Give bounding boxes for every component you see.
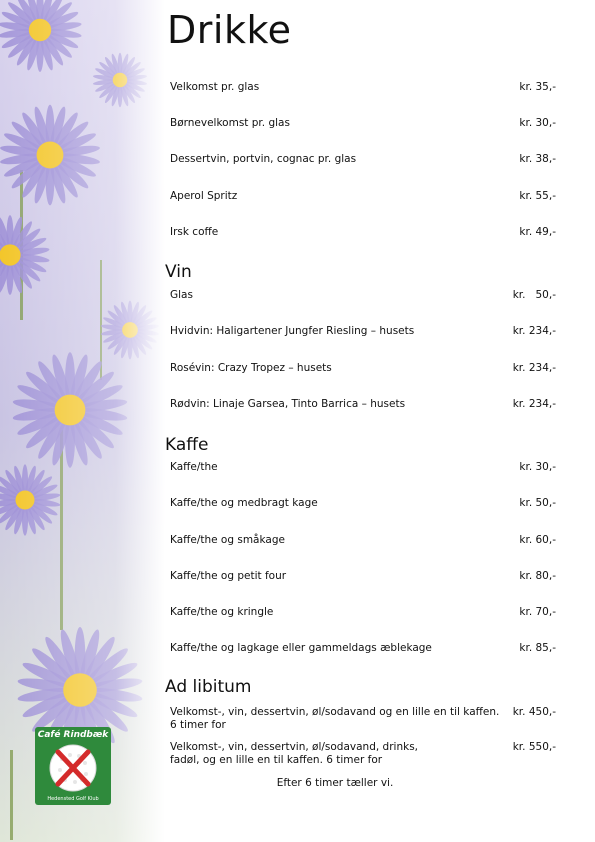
item-price: kr. 550,- [512,741,556,753]
cafe-logo [35,727,111,805]
item-name: Kaffe/the og petit four [170,570,287,582]
item-price: kr. 450,- [512,706,556,718]
logo-subtitle: Hedensted Golf Klub [47,796,99,802]
item-name: Glas [170,289,193,301]
item-price: kr. 234,- [512,325,556,337]
menu-item [170,706,556,732]
item-name: Kaffe/the og småkage [170,534,285,546]
section-title-kaffe: Kaffe [165,435,209,455]
item-name: Kaffe/the og kringle [170,606,274,618]
item-line: 6 timer for [170,719,226,731]
item-price: kr. 234,- [512,362,556,374]
golf-ball-icon [48,743,98,793]
item-price: kr. 35,- [519,81,556,93]
item-name: Kaffe/the og medbragt kage [170,497,318,509]
item-name: Irsk coffe [170,226,219,238]
item-price: kr. 234,- [512,398,556,410]
item-price: kr. 30,- [519,461,556,473]
item-name: Aperol Spritz [170,190,238,202]
item-price: kr. 70,- [519,606,556,618]
item-price: kr. 30,- [519,117,556,129]
section-title-vin: Vin [165,262,192,282]
item-name [170,741,500,767]
item-name: Hvidvin: Haligartener Jungfer Riesling – husets [170,325,415,337]
item-name: Rosévin: Crazy Tropez – husets [170,362,332,374]
menu-item [170,741,556,767]
item-price: kr. 50,- [512,289,556,301]
item-name: Børnevelkomst pr. glas [170,117,290,129]
footnote: Efter 6 timer tæller vi. [276,777,394,789]
item-price: kr. 60,- [519,534,556,546]
item-price: kr. 50,- [519,497,556,509]
item-name: Rødvin: Linaje Garsea, Tinto Barrica – husets [170,398,406,410]
item-name: Dessertvin, portvin, cognac pr. glas [170,153,357,165]
item-name: Velkomst pr. glas [170,81,260,93]
item-price: kr. 80,- [519,570,556,582]
logo-name: Café Rindbæk [37,730,109,740]
item-price: kr. 49,- [519,226,556,238]
section-title-ad-libitum: Ad libitum [165,677,252,697]
item-line: fadøl, og en lille en til kaffen. 6 timer for [170,754,383,766]
page-title: Drikke [167,8,292,52]
item-name: Kaffe/the [170,461,218,473]
item-line: Velkomst-, vin, dessertvin, øl/sodavand, drinks, [170,741,418,753]
item-name: Kaffe/the og lagkage eller gammeldags æblekage [170,642,432,654]
item-price: kr. 38,- [519,153,556,165]
item-price: kr. 55,- [519,190,556,202]
item-line: Velkomst-, vin, dessertvin, øl/sodavand og en lille en til kaffen. [170,706,500,718]
item-price: kr. 85,- [519,642,556,654]
item-name [170,706,500,732]
